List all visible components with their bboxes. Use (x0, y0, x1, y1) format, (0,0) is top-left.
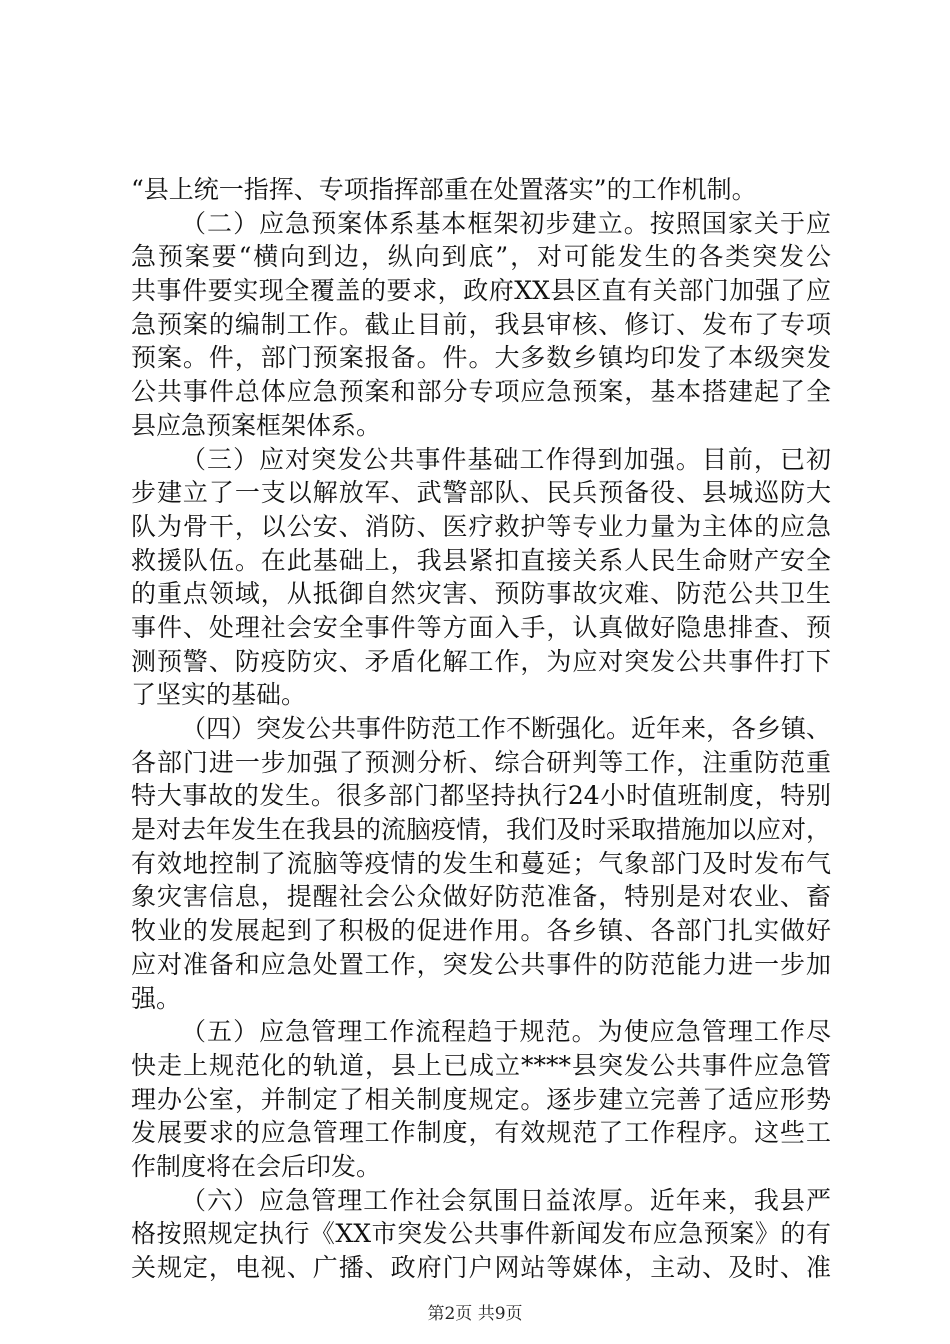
body-line-22: 象灾害信息，提醒社会公众做好防范准备，特别是对农业、畜 (131, 882, 831, 912)
body-line-8: 县应急预案框架体系。 (131, 410, 382, 440)
body-line-25: 强。 (131, 983, 182, 1013)
body-line-29: 发展要求的应急管理工作制度，有效规范了工作程序。这些工 (131, 1118, 831, 1148)
paragraph-2-line-1: （二）应急预案体系基本框架初步建立。按照国家关于应 (181, 208, 831, 238)
body-line-30: 作制度将在会后印发。 (131, 1151, 382, 1181)
document-body (131, 173, 831, 1285)
body-line-10: 步建立了一支以解放军、武警部队、民兵预备役、县城巡防大 (131, 478, 831, 508)
body-line-19: 特大事故的发生。很多部门都坚持执行24小时值班制度，特别 (131, 781, 831, 811)
body-line-16: 了坚实的基础。 (131, 680, 307, 710)
paragraph-3-line-1: （三）应对突发公共事件基础工作得到加强。目前，已初 (181, 444, 831, 474)
body-line-13: 的重点领域，从抵御自然灾害、预防事故灾难、防范公共卫生 (131, 579, 831, 609)
body-line-4: 共事件要实现全覆盖的要求，政府XX县区直有关部门加强了应 (131, 276, 831, 306)
paragraph-6-line-1: （六）应急管理工作社会氛围日益浓厚。近年来，我县严 (181, 1185, 831, 1215)
body-line-3: 急预案要“横向到边，纵向到底”，对可能发生的各类突发公 (131, 242, 831, 272)
body-line-24: 应对准备和应急处置工作，突发公共事件的防范能力进一步加 (131, 949, 831, 979)
body-line-14: 事件、处理社会安全事件等方面入手，认真做好隐患排查、预 (131, 612, 831, 642)
body-line-1: “县上统一指挥、专项指挥部重在处置落实”的工作机制。 (131, 175, 757, 204)
body-line-20: 是对去年发生在我县的流脑疫情，我们及时采取措施加以应对， (131, 815, 832, 845)
body-line-6: 预案。件，部门预案报备。件。大多数乡镇均印发了本级突发 (131, 343, 831, 373)
body-line-21: 有效地控制了流脑等疫情的发生和蔓延；气象部门及时发布气 (131, 848, 831, 878)
body-line-32: 格按照规定执行《XX市突发公共事件新闻发布应急预案》的有 (131, 1219, 831, 1249)
body-line-12: 救援队伍。在此基础上，我县紧扣直接关系人民生命财产安全 (131, 545, 831, 575)
page-number-footer: 第2页 共9页 (427, 1304, 523, 1324)
body-line-7: 公共事件总体应急预案和部分专项应急预案，基本搭建起了全 (131, 377, 831, 407)
body-line-18: 各部门进一步加强了预测分析、综合研判等工作，注重防范重 (131, 747, 831, 777)
body-line-11: 队为骨干，以公安、消防、医疗救护等专业力量为主体的应急 (131, 511, 831, 541)
body-line-28: 理办公室，并制定了相关制度规定。逐步建立完善了适应形势 (131, 1084, 831, 1114)
body-line-5: 急预案的编制工作。截止目前，我县审核、修订、发布了专项 (131, 309, 831, 339)
paragraph-5-line-1: （五）应急管理工作流程趋于规范。为使应急管理工作尽 (181, 1017, 831, 1047)
paragraph-4-line-1: （四）突发公共事件防范工作不断强化。近年来，各乡镇、 (181, 714, 832, 743)
body-line-23: 牧业的发展起到了积极的促进作用。各乡镇、各部门扎实做好 (131, 916, 831, 946)
body-line-27: 快走上规范化的轨道，县上已成立****县突发公共事件应急管 (131, 1050, 831, 1080)
body-line-33: 关规定，电视、广播、政府门户网站等媒体，主动、及时、准 (131, 1253, 831, 1282)
body-line-15: 测预警、防疫防灾、矛盾化解工作，为应对突发公共事件打下 (131, 646, 831, 676)
